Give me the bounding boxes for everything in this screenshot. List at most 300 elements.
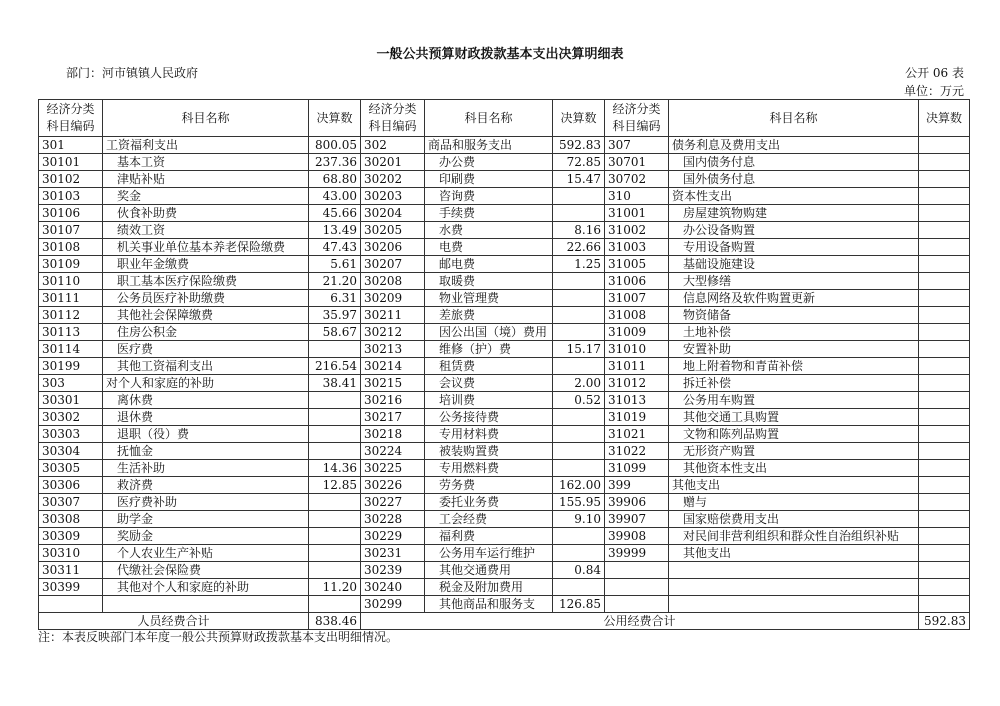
name-cell: 国家赔偿费用支出 xyxy=(669,511,919,528)
table-row xyxy=(39,239,970,256)
amount-cell xyxy=(919,239,970,256)
code-cell: 30299 xyxy=(361,596,425,613)
amount-cell xyxy=(919,222,970,239)
code-cell: 30204 xyxy=(361,205,425,222)
code-cell: 30111 xyxy=(39,290,103,307)
amount-cell xyxy=(309,392,361,409)
amount-cell xyxy=(309,494,361,511)
code-cell: 30208 xyxy=(361,273,425,290)
table-row xyxy=(39,562,970,579)
name-cell: 工资福利支出 xyxy=(103,137,309,154)
name-cell: 税金及附加费用 xyxy=(425,579,553,596)
code-cell: 30212 xyxy=(361,324,425,341)
header-amount: 决算数 xyxy=(553,100,605,137)
name-cell: 公务用车运行维护 xyxy=(425,545,553,562)
code-cell: 31003 xyxy=(605,239,669,256)
name-cell: 代缴社会保险费 xyxy=(103,562,309,579)
department-label: 部门：河市镇镇人民政府 xyxy=(66,66,199,80)
code-cell: 30229 xyxy=(361,528,425,545)
amount-cell xyxy=(919,392,970,409)
amount-cell xyxy=(919,324,970,341)
name-cell: 电费 xyxy=(425,239,553,256)
table-row xyxy=(39,154,970,171)
code-cell: 30108 xyxy=(39,239,103,256)
table-row xyxy=(39,494,970,511)
header-code: 经济分类 科目编码 xyxy=(605,100,669,137)
amount-cell xyxy=(919,579,970,596)
code-cell: 30218 xyxy=(361,426,425,443)
amount-cell xyxy=(919,528,970,545)
table-row xyxy=(39,596,970,613)
amount-cell xyxy=(553,426,605,443)
amount-cell: 22.66 xyxy=(553,239,605,256)
amount-cell xyxy=(919,290,970,307)
code-cell: 30216 xyxy=(361,392,425,409)
code-cell: 30304 xyxy=(39,443,103,460)
amount-cell xyxy=(919,477,970,494)
amount-cell xyxy=(919,341,970,358)
header-name: 科目名称 xyxy=(669,100,919,137)
table-row xyxy=(39,426,970,443)
name-cell: 专用设备购置 xyxy=(669,239,919,256)
table-row xyxy=(39,222,970,239)
code-cell: 30217 xyxy=(361,409,425,426)
table-row xyxy=(39,290,970,307)
header-amount: 决算数 xyxy=(309,100,361,137)
name-cell: 公务接待费 xyxy=(425,409,553,426)
code-cell: 31005 xyxy=(605,256,669,273)
amount-cell: 15.17 xyxy=(553,341,605,358)
amount-cell xyxy=(919,273,970,290)
amount-cell: 155.95 xyxy=(553,494,605,511)
code-cell: 30306 xyxy=(39,477,103,494)
name-cell: 助学金 xyxy=(103,511,309,528)
table-row xyxy=(39,460,970,477)
name-cell: 其他支出 xyxy=(669,477,919,494)
code-cell: 31006 xyxy=(605,273,669,290)
amount-cell xyxy=(919,426,970,443)
code-cell: 303 xyxy=(39,375,103,392)
amount-cell: 2.00 xyxy=(553,375,605,392)
personnel-total-label: 人员经费合计 xyxy=(39,613,309,630)
name-cell: 安置补助 xyxy=(669,341,919,358)
code-cell: 30305 xyxy=(39,460,103,477)
name-cell: 信息网络及软件购置更新 xyxy=(669,290,919,307)
code-cell: 31021 xyxy=(605,426,669,443)
amount-cell xyxy=(919,545,970,562)
name-cell: 债务利息及费用支出 xyxy=(669,137,919,154)
name-cell: 救济费 xyxy=(103,477,309,494)
table-row xyxy=(39,392,970,409)
amount-cell xyxy=(919,494,970,511)
code-cell: 30308 xyxy=(39,511,103,528)
table-row xyxy=(39,545,970,562)
code-cell xyxy=(605,579,669,596)
code-cell: 31099 xyxy=(605,460,669,477)
code-cell: 30309 xyxy=(39,528,103,545)
amount-cell xyxy=(919,307,970,324)
code-cell: 30303 xyxy=(39,426,103,443)
code-cell: 30107 xyxy=(39,222,103,239)
name-cell: 绩效工资 xyxy=(103,222,309,239)
name-cell: 无形资产购置 xyxy=(669,443,919,460)
public-total-value: 592.83 xyxy=(919,613,970,630)
amount-cell xyxy=(309,596,361,613)
amount-cell: 5.61 xyxy=(309,256,361,273)
code-cell: 31008 xyxy=(605,307,669,324)
code-cell: 30226 xyxy=(361,477,425,494)
name-cell: 医疗费补助 xyxy=(103,494,309,511)
name-cell xyxy=(669,562,919,579)
name-cell: 物资储备 xyxy=(669,307,919,324)
code-cell: 30231 xyxy=(361,545,425,562)
table-row xyxy=(39,341,970,358)
name-cell: 其他商品和服务支 xyxy=(425,596,553,613)
code-cell: 39908 xyxy=(605,528,669,545)
code-cell: 31011 xyxy=(605,358,669,375)
name-cell: 福利费 xyxy=(425,528,553,545)
code-cell: 30215 xyxy=(361,375,425,392)
header-amount: 决算数 xyxy=(919,100,970,137)
table-row xyxy=(39,579,970,596)
amount-cell: 47.43 xyxy=(309,239,361,256)
amount-cell: 72.85 xyxy=(553,154,605,171)
code-cell xyxy=(605,562,669,579)
table-code: 公开 06 表 xyxy=(905,66,964,80)
name-cell: 拆迁补偿 xyxy=(669,375,919,392)
table-row xyxy=(39,375,970,392)
code-cell: 31019 xyxy=(605,409,669,426)
code-cell: 30301 xyxy=(39,392,103,409)
name-cell: 房屋建筑物购建 xyxy=(669,205,919,222)
unit-label: 单位：万元 xyxy=(903,84,964,98)
expenditure-table xyxy=(38,99,970,630)
name-cell: 邮电费 xyxy=(425,256,553,273)
amount-cell: 592.83 xyxy=(553,137,605,154)
code-cell: 30310 xyxy=(39,545,103,562)
header-code: 经济分类 科目编码 xyxy=(39,100,103,137)
name-cell: 其他工资福利支出 xyxy=(103,358,309,375)
name-cell: 医疗费 xyxy=(103,341,309,358)
name-cell xyxy=(669,579,919,596)
amount-cell xyxy=(309,409,361,426)
name-cell: 专用材料费 xyxy=(425,426,553,443)
amount-cell xyxy=(553,358,605,375)
amount-cell xyxy=(919,205,970,222)
code-cell: 301 xyxy=(39,137,103,154)
table-row xyxy=(39,511,970,528)
code-cell: 39907 xyxy=(605,511,669,528)
name-cell: 培训费 xyxy=(425,392,553,409)
header-code: 经济分类 科目编码 xyxy=(361,100,425,137)
table-row xyxy=(39,443,970,460)
amount-cell xyxy=(919,596,970,613)
code-cell: 30209 xyxy=(361,290,425,307)
amount-cell xyxy=(553,273,605,290)
amount-cell xyxy=(919,137,970,154)
name-cell: 委托业务费 xyxy=(425,494,553,511)
amount-cell xyxy=(309,528,361,545)
name-cell: 办公费 xyxy=(425,154,553,171)
name-cell: 对个人和家庭的补助 xyxy=(103,375,309,392)
name-cell: 基础设施建设 xyxy=(669,256,919,273)
name-cell: 生活补助 xyxy=(103,460,309,477)
amount-cell: 126.85 xyxy=(553,596,605,613)
amount-cell xyxy=(553,443,605,460)
public-total-label: 公用经费合计 xyxy=(361,613,919,630)
name-cell: 退职（役）费 xyxy=(103,426,309,443)
code-cell: 30211 xyxy=(361,307,425,324)
code-cell: 30701 xyxy=(605,154,669,171)
code-cell: 31002 xyxy=(605,222,669,239)
name-cell xyxy=(669,596,919,613)
amount-cell xyxy=(553,579,605,596)
amount-cell: 35.97 xyxy=(309,307,361,324)
amount-cell xyxy=(919,562,970,579)
amount-cell: 45.66 xyxy=(309,205,361,222)
code-cell: 302 xyxy=(361,137,425,154)
code-cell: 39906 xyxy=(605,494,669,511)
code-cell: 30207 xyxy=(361,256,425,273)
code-cell: 39999 xyxy=(605,545,669,562)
code-cell: 30225 xyxy=(361,460,425,477)
amount-cell xyxy=(553,188,605,205)
amount-cell: 0.52 xyxy=(553,392,605,409)
table-row xyxy=(39,256,970,273)
code-cell: 30101 xyxy=(39,154,103,171)
code-cell: 30224 xyxy=(361,443,425,460)
code-cell: 30702 xyxy=(605,171,669,188)
code-cell: 30203 xyxy=(361,188,425,205)
amount-cell xyxy=(919,460,970,477)
name-cell: 会议费 xyxy=(425,375,553,392)
code-cell: 30214 xyxy=(361,358,425,375)
code-cell: 30201 xyxy=(361,154,425,171)
name-cell: 其他资本性支出 xyxy=(669,460,919,477)
name-cell: 工会经费 xyxy=(425,511,553,528)
amount-cell: 6.31 xyxy=(309,290,361,307)
code-cell: 30302 xyxy=(39,409,103,426)
footnote: 注：本表反映部门本年度一般公共预算财政拨款基本支出明细情况。 xyxy=(38,630,399,644)
amount-cell xyxy=(553,545,605,562)
code-cell: 30114 xyxy=(39,341,103,358)
name-cell: 奖金 xyxy=(103,188,309,205)
code-cell: 310 xyxy=(605,188,669,205)
amount-cell xyxy=(919,511,970,528)
amount-cell: 43.00 xyxy=(309,188,361,205)
code-cell: 30106 xyxy=(39,205,103,222)
table-row xyxy=(39,324,970,341)
name-cell: 职业年金缴费 xyxy=(103,256,309,273)
table-row xyxy=(39,137,970,154)
name-cell: 抚恤金 xyxy=(103,443,309,460)
amount-cell xyxy=(919,443,970,460)
code-cell: 399 xyxy=(605,477,669,494)
amount-cell: 13.49 xyxy=(309,222,361,239)
code-cell: 30103 xyxy=(39,188,103,205)
code-cell: 30110 xyxy=(39,273,103,290)
code-cell: 30205 xyxy=(361,222,425,239)
amount-cell: 800.05 xyxy=(309,137,361,154)
amount-cell: 58.67 xyxy=(309,324,361,341)
name-cell: 津贴补贴 xyxy=(103,171,309,188)
amount-cell: 38.41 xyxy=(309,375,361,392)
code-cell: 31013 xyxy=(605,392,669,409)
amount-cell xyxy=(919,375,970,392)
table-row xyxy=(39,409,970,426)
amount-cell: 14.36 xyxy=(309,460,361,477)
amount-cell: 0.84 xyxy=(553,562,605,579)
name-cell: 其他支出 xyxy=(669,545,919,562)
amount-cell: 11.20 xyxy=(309,579,361,596)
amount-cell xyxy=(553,290,605,307)
code-cell: 31010 xyxy=(605,341,669,358)
code-cell xyxy=(605,596,669,613)
personnel-total-value: 838.46 xyxy=(309,613,361,630)
name-cell: 手续费 xyxy=(425,205,553,222)
code-cell: 30102 xyxy=(39,171,103,188)
code-cell: 307 xyxy=(605,137,669,154)
name-cell: 其他交通工具购置 xyxy=(669,409,919,426)
name-cell: 公务员医疗补助缴费 xyxy=(103,290,309,307)
code-cell: 30202 xyxy=(361,171,425,188)
name-cell: 专用燃料费 xyxy=(425,460,553,477)
name-cell: 差旅费 xyxy=(425,307,553,324)
amount-cell xyxy=(309,341,361,358)
name-cell: 其他交通费用 xyxy=(425,562,553,579)
table-row xyxy=(39,171,970,188)
name-cell: 印刷费 xyxy=(425,171,553,188)
name-cell: 取暖费 xyxy=(425,273,553,290)
amount-cell xyxy=(553,205,605,222)
name-cell: 基本工资 xyxy=(103,154,309,171)
amount-cell xyxy=(553,307,605,324)
name-cell: 因公出国（境）费用 xyxy=(425,324,553,341)
table-row xyxy=(39,528,970,545)
name-cell: 物业管理费 xyxy=(425,290,553,307)
amount-cell xyxy=(919,154,970,171)
code-cell: 30227 xyxy=(361,494,425,511)
amount-cell xyxy=(919,171,970,188)
table-title: 一般公共预算财政拨款基本支出决算明细表 xyxy=(376,47,624,62)
amount-cell xyxy=(553,409,605,426)
name-cell: 文物和陈列品购置 xyxy=(669,426,919,443)
code-cell: 30228 xyxy=(361,511,425,528)
table-row xyxy=(39,205,970,222)
amount-cell: 12.85 xyxy=(309,477,361,494)
amount-cell: 21.20 xyxy=(309,273,361,290)
amount-cell: 68.80 xyxy=(309,171,361,188)
code-cell: 30239 xyxy=(361,562,425,579)
code-cell: 30206 xyxy=(361,239,425,256)
code-cell: 30109 xyxy=(39,256,103,273)
totals-row xyxy=(39,613,970,630)
amount-cell: 15.47 xyxy=(553,171,605,188)
amount-cell xyxy=(553,324,605,341)
amount-cell xyxy=(919,409,970,426)
name-cell: 大型修缮 xyxy=(669,273,919,290)
amount-cell xyxy=(553,460,605,477)
code-cell xyxy=(39,596,103,613)
code-cell: 31012 xyxy=(605,375,669,392)
name-cell: 赠与 xyxy=(669,494,919,511)
code-cell: 31007 xyxy=(605,290,669,307)
amount-cell: 8.16 xyxy=(553,222,605,239)
name-cell: 维修（护）费 xyxy=(425,341,553,358)
name-cell: 个人农业生产补贴 xyxy=(103,545,309,562)
code-cell: 30112 xyxy=(39,307,103,324)
table-row xyxy=(39,188,970,205)
code-cell: 31009 xyxy=(605,324,669,341)
name-cell: 其他社会保障缴费 xyxy=(103,307,309,324)
amount-cell xyxy=(553,528,605,545)
code-cell: 30311 xyxy=(39,562,103,579)
name-cell: 离休费 xyxy=(103,392,309,409)
name-cell: 机关事业单位基本养老保险缴费 xyxy=(103,239,309,256)
name-cell: 资本性支出 xyxy=(669,188,919,205)
name-cell: 水费 xyxy=(425,222,553,239)
name-cell: 商品和服务支出 xyxy=(425,137,553,154)
amount-cell: 237.36 xyxy=(309,154,361,171)
amount-cell: 9.10 xyxy=(553,511,605,528)
name-cell: 奖励金 xyxy=(103,528,309,545)
name-cell: 土地补偿 xyxy=(669,324,919,341)
header-name: 科目名称 xyxy=(425,100,553,137)
amount-cell xyxy=(309,545,361,562)
code-cell: 30240 xyxy=(361,579,425,596)
amount-cell xyxy=(919,358,970,375)
header-row xyxy=(39,100,970,137)
name-cell: 咨询费 xyxy=(425,188,553,205)
name-cell: 租赁费 xyxy=(425,358,553,375)
amount-cell xyxy=(309,562,361,579)
code-cell: 30199 xyxy=(39,358,103,375)
amount-cell xyxy=(919,188,970,205)
header-name: 科目名称 xyxy=(103,100,309,137)
amount-cell xyxy=(309,426,361,443)
name-cell: 住房公积金 xyxy=(103,324,309,341)
code-cell: 31022 xyxy=(605,443,669,460)
amount-cell: 216.54 xyxy=(309,358,361,375)
name-cell: 公务用车购置 xyxy=(669,392,919,409)
name-cell: 对民间非营利组织和群众性自治组织补贴 xyxy=(669,528,919,545)
amount-cell: 162.00 xyxy=(553,477,605,494)
name-cell: 职工基本医疗保险缴费 xyxy=(103,273,309,290)
name-cell: 办公设备购置 xyxy=(669,222,919,239)
name-cell: 伙食补助费 xyxy=(103,205,309,222)
name-cell xyxy=(103,596,309,613)
amount-cell: 1.25 xyxy=(553,256,605,273)
code-cell: 31001 xyxy=(605,205,669,222)
code-cell: 30113 xyxy=(39,324,103,341)
code-cell: 30307 xyxy=(39,494,103,511)
name-cell: 被装购置费 xyxy=(425,443,553,460)
name-cell: 劳务费 xyxy=(425,477,553,494)
name-cell: 国外债务付息 xyxy=(669,171,919,188)
table-row xyxy=(39,477,970,494)
table-row xyxy=(39,273,970,290)
table-row xyxy=(39,358,970,375)
name-cell: 国内债务付息 xyxy=(669,154,919,171)
name-cell: 退休费 xyxy=(103,409,309,426)
code-cell: 30399 xyxy=(39,579,103,596)
name-cell: 地上附着物和青苗补偿 xyxy=(669,358,919,375)
name-cell: 其他对个人和家庭的补助 xyxy=(103,579,309,596)
amount-cell xyxy=(919,256,970,273)
table-row xyxy=(39,307,970,324)
amount-cell xyxy=(309,443,361,460)
amount-cell xyxy=(309,511,361,528)
